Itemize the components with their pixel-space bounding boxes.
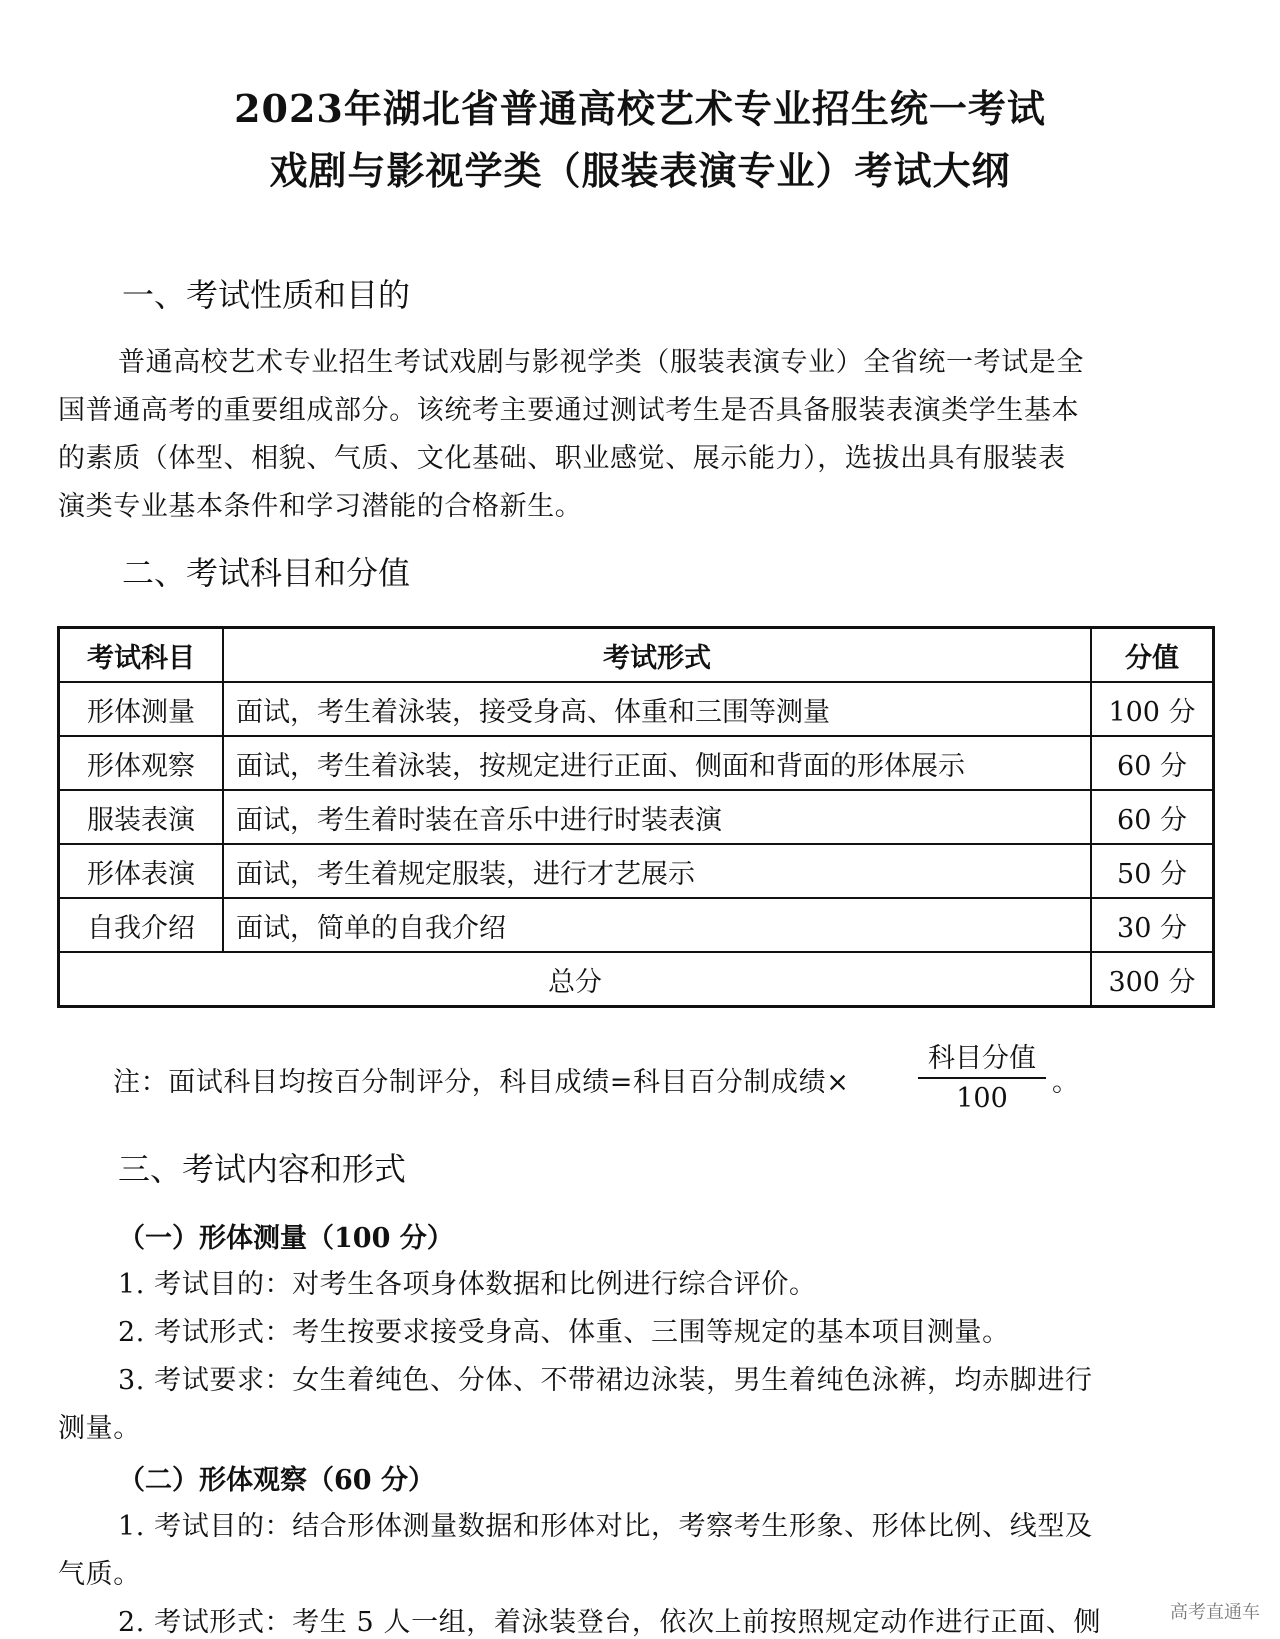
subsection-2-heading: （二）形体观察（60 分） <box>118 1465 435 1496</box>
cell-form: 面试，考生着泳装，按规定进行正面、侧面和背面的形体展示 <box>223 736 1091 790</box>
table-row <box>59 898 1214 952</box>
subsection-1-line: 3. 考试要求：女生着纯色、分体、不带裙边泳装，男生着纯色泳裤，均赤脚进行 <box>118 1365 1093 1396</box>
subsection-1-line: 2. 考试形式：考生按要求接受身高、体重、三围等规定的基本项目测量。 <box>118 1317 1010 1348</box>
header-subject: 考试科目 <box>59 628 224 683</box>
header-form: 考试形式 <box>223 628 1091 683</box>
cell-subject: 服装表演 <box>59 790 224 844</box>
table-row <box>59 736 1214 790</box>
section-1-heading: 一、考试性质和目的 <box>122 276 411 314</box>
watermark: 高考直通车 <box>1170 1602 1260 1623</box>
subsection-1-line: 测量。 <box>58 1413 141 1444</box>
cell-subject: 形体观察 <box>59 736 224 790</box>
section-1-paragraph-line: 演类专业基本条件和学习潜能的合格新生。 <box>58 491 583 522</box>
cell-score: 30 分 <box>1091 898 1214 952</box>
cell-score: 60 分 <box>1091 736 1214 790</box>
section-1-paragraph-line: 普通高校艺术专业招生考试戏剧与影视学类（服装表演专业）全省统一考试是全 <box>118 347 1084 378</box>
score-note-text: 注：面试科目均按百分制评分，科目成绩=科目百分制成绩× <box>113 1067 850 1098</box>
score-note-end: 。 <box>1052 1067 1080 1098</box>
section-2-heading: 二、考试科目和分值 <box>122 554 411 592</box>
cell-subject: 形体测量 <box>59 682 224 736</box>
score-fraction <box>918 1036 1046 1114</box>
subsection-2-line: 2. 考试形式：考生 5 人一组，着泳装登台，依次上前按照规定动作进行正面、侧 <box>118 1607 1102 1638</box>
table-row <box>59 790 1214 844</box>
cell-form: 面试，考生着规定服装，进行才艺展示 <box>223 844 1091 898</box>
cell-form: 面试，简单的自我介绍 <box>223 898 1091 952</box>
cell-subject: 自我介绍 <box>59 898 224 952</box>
fraction-denominator: 100 <box>956 1083 1008 1114</box>
header-score: 分值 <box>1091 628 1214 683</box>
section-1-paragraph-line: 的素质（体型、相貌、气质、文化基础、职业感觉、展示能力），选拔出具有服装表 <box>58 443 1066 474</box>
table-total-row <box>59 952 1214 1007</box>
total-score: 300 分 <box>1091 952 1214 1007</box>
cell-subject: 形体表演 <box>59 844 224 898</box>
table-row <box>59 844 1214 898</box>
fraction-numerator: 科目分值 <box>918 1036 1046 1079</box>
subsection-2-line: 1. 考试目的：结合形体测量数据和形体对比，考察考生形象、形体比例、线型及 <box>118 1511 1093 1542</box>
cell-score: 50 分 <box>1091 844 1214 898</box>
subsection-1-line: 1. 考试目的：对考生各项身体数据和比例进行综合评价。 <box>118 1269 817 1300</box>
section-3-heading: 三、考试内容和形式 <box>118 1150 407 1188</box>
subsection-1-heading: （一）形体测量（100 分） <box>118 1223 454 1254</box>
table-header-row <box>59 628 1214 683</box>
subsection-2-line: 气质。 <box>58 1559 141 1590</box>
document-title-line-1: 2023年湖北省普通高校艺术专业招生统一考试 <box>234 86 1046 131</box>
cell-score: 60 分 <box>1091 790 1214 844</box>
table-row <box>59 682 1214 736</box>
cell-form: 面试，考生着时装在音乐中进行时装表演 <box>223 790 1091 844</box>
section-1-paragraph-line: 国普通高考的重要组成部分。该统考主要通过测试考生是否具备服装表演类学生基本 <box>58 395 1080 426</box>
score-table <box>57 626 1215 1008</box>
cell-form: 面试，考生着泳装，接受身高、体重和三围等测量 <box>223 682 1091 736</box>
document-title-line-2: 戏剧与影视学类（服装表演专业）考试大纲 <box>269 148 1011 193</box>
cell-score: 100 分 <box>1091 682 1214 736</box>
total-label: 总分 <box>59 952 1092 1007</box>
score-note <box>113 1060 849 1099</box>
